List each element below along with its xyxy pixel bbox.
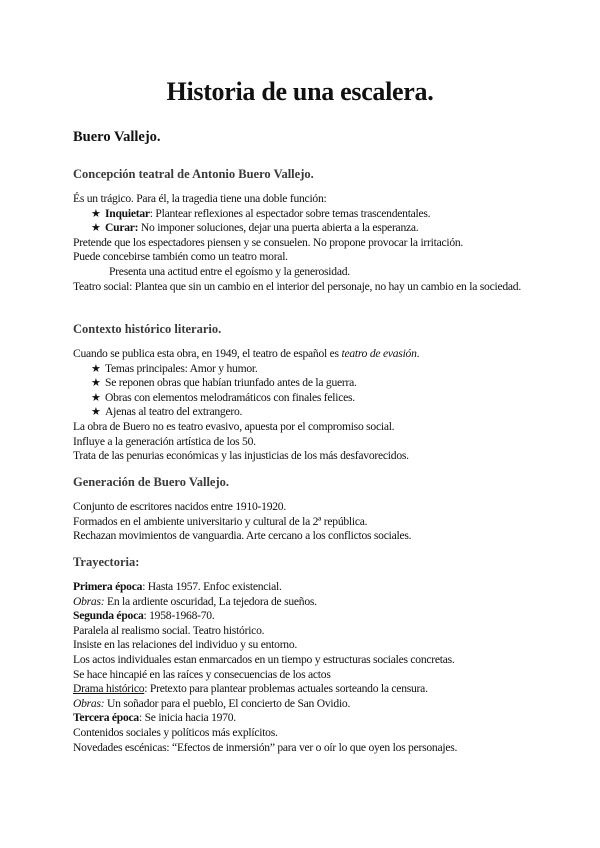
star-bullet-icon: ★	[91, 406, 101, 419]
text-line: Formados en el ambiente universitario y cultural de la 2ª república.	[73, 514, 368, 528]
bullet-text: No imponer soluciones, dejar una puerta abierta a la esperanza.	[138, 221, 419, 235]
bullet-text: : Plantear reflexiones al espectador sobre temas trascendentales.	[149, 206, 431, 220]
drama-text: : Pretexto para plantear problemas actuales sorteando la censura.	[144, 682, 428, 696]
epoch-line	[73, 580, 563, 595]
section-heading: Generación de Buero Vallejo.	[73, 475, 230, 489]
bullet-text: Obras con elementos melodramáticos con finales felices.	[105, 390, 355, 404]
text-line: Novedades escénicas: “Efectos de inmersión” para ver o oír lo que oyen los personajes.	[73, 740, 458, 754]
text-part: .	[416, 347, 420, 360]
section-trayectoria	[73, 555, 563, 755]
text-line: Se hace hincapié en las raíces y consecuencias de los actos	[73, 667, 331, 681]
text-line: Influye a la generación artística de los 50.	[73, 434, 256, 448]
bullet-label: Inquietar	[105, 206, 150, 220]
epoch-label: Segunda época	[73, 609, 144, 623]
text-line: Conjunto de escritores nacidos entre 1910-1920.	[73, 500, 286, 513]
section-contexto	[73, 322, 563, 464]
text-line	[73, 347, 563, 362]
epoch-text: : 1958-1968-70.	[143, 609, 215, 623]
author-heading: Buero Vallejo.	[73, 129, 161, 145]
text-paragraph: Teatro social: Plantea que sin un cambio en el interior del personaje, no hay un cambio en la sociedad.	[73, 279, 521, 293]
text-line: Los actos individuales estan enmarcados en un tiempo y estructuras sociales concretas.	[73, 652, 455, 666]
section-concepcion	[73, 167, 563, 294]
works-line	[73, 595, 563, 610]
text-line: Insiste en las relaciones del individuo y su entorno.	[73, 638, 298, 652]
text-line: La obra de Buero no es teatro evasivo, apuesta por el compromiso social.	[73, 419, 395, 433]
bullet-item	[73, 221, 563, 236]
text-line: És un trágico. Para él, la tragedia tiene una doble función:	[73, 192, 327, 205]
text-line: Rechazan movimientos de vanguardia. Arte cercano a los conflictos sociales.	[73, 529, 412, 543]
epoch-label: Tercera época	[73, 711, 139, 725]
drama-line	[73, 682, 563, 697]
epoch-text: : Hasta 1957. Enfoc existencial.	[142, 580, 282, 593]
text-line: Paralela al realismo social. Teatro histórico.	[73, 623, 265, 637]
bullet-label: Curar:	[105, 221, 139, 235]
text-line: Puede concebirse también como un teatro moral.	[73, 250, 288, 264]
bullet-item	[73, 362, 563, 377]
star-bullet-icon: ★	[91, 222, 101, 235]
works-text: Un soñador para el pueblo, El concierto de San Ovidio.	[104, 696, 351, 710]
star-bullet-icon: ★	[91, 391, 101, 404]
text-part: Cuando se publica esta obra, en 1949, el teatro de español es	[73, 347, 342, 360]
section-heading: Contexto histórico literario.	[73, 322, 222, 336]
works-label: Obras:	[73, 594, 105, 608]
bullet-text: Se reponen obras que habían triunfado antes de la guerra.	[105, 376, 357, 390]
epoch-label: Primera época	[73, 580, 143, 593]
works-text: En la ardiente oscuridad, La tejedora de sueños.	[104, 594, 317, 608]
text-line: Trata de las penurias económicas y las injusticias de los más desfavorecidos.	[73, 449, 409, 463]
epoch-text: : Se inicia hacia 1970.	[138, 711, 236, 725]
bullet-item	[73, 207, 563, 222]
section-heading: Concepción teatral de Antonio Buero Vallejo.	[73, 167, 314, 181]
text-line-indented: Presenta una actitud entre el egoísmo y la generosidad.	[109, 264, 350, 278]
section-heading: Trayectoria:	[73, 555, 140, 569]
star-bullet-icon: ★	[91, 377, 101, 390]
section-generacion	[73, 475, 563, 544]
epoch-line	[73, 711, 563, 726]
text-line: Contenidos sociales y políticos más explícitos.	[73, 725, 278, 739]
bullet-text: Temas principales: Amor y humor.	[105, 361, 258, 375]
epoch-line	[73, 609, 563, 624]
text-line: Pretende que los espectadores piensen y se consuelen. No propone provocar la irritación.	[73, 235, 464, 249]
works-line	[73, 697, 563, 712]
bullet-item	[73, 405, 563, 420]
drama-label: Drama histórico	[73, 682, 145, 696]
bullet-item	[73, 391, 563, 406]
bullet-text: Ajenas al teatro del extrangero.	[105, 405, 243, 419]
bullet-item	[73, 376, 563, 391]
star-bullet-icon: ★	[91, 207, 101, 220]
italic-term: teatro de evasión	[341, 347, 417, 360]
document-title: Historia de una escalera.	[166, 77, 434, 106]
works-label: Obras:	[73, 696, 105, 710]
star-bullet-icon: ★	[91, 362, 101, 375]
